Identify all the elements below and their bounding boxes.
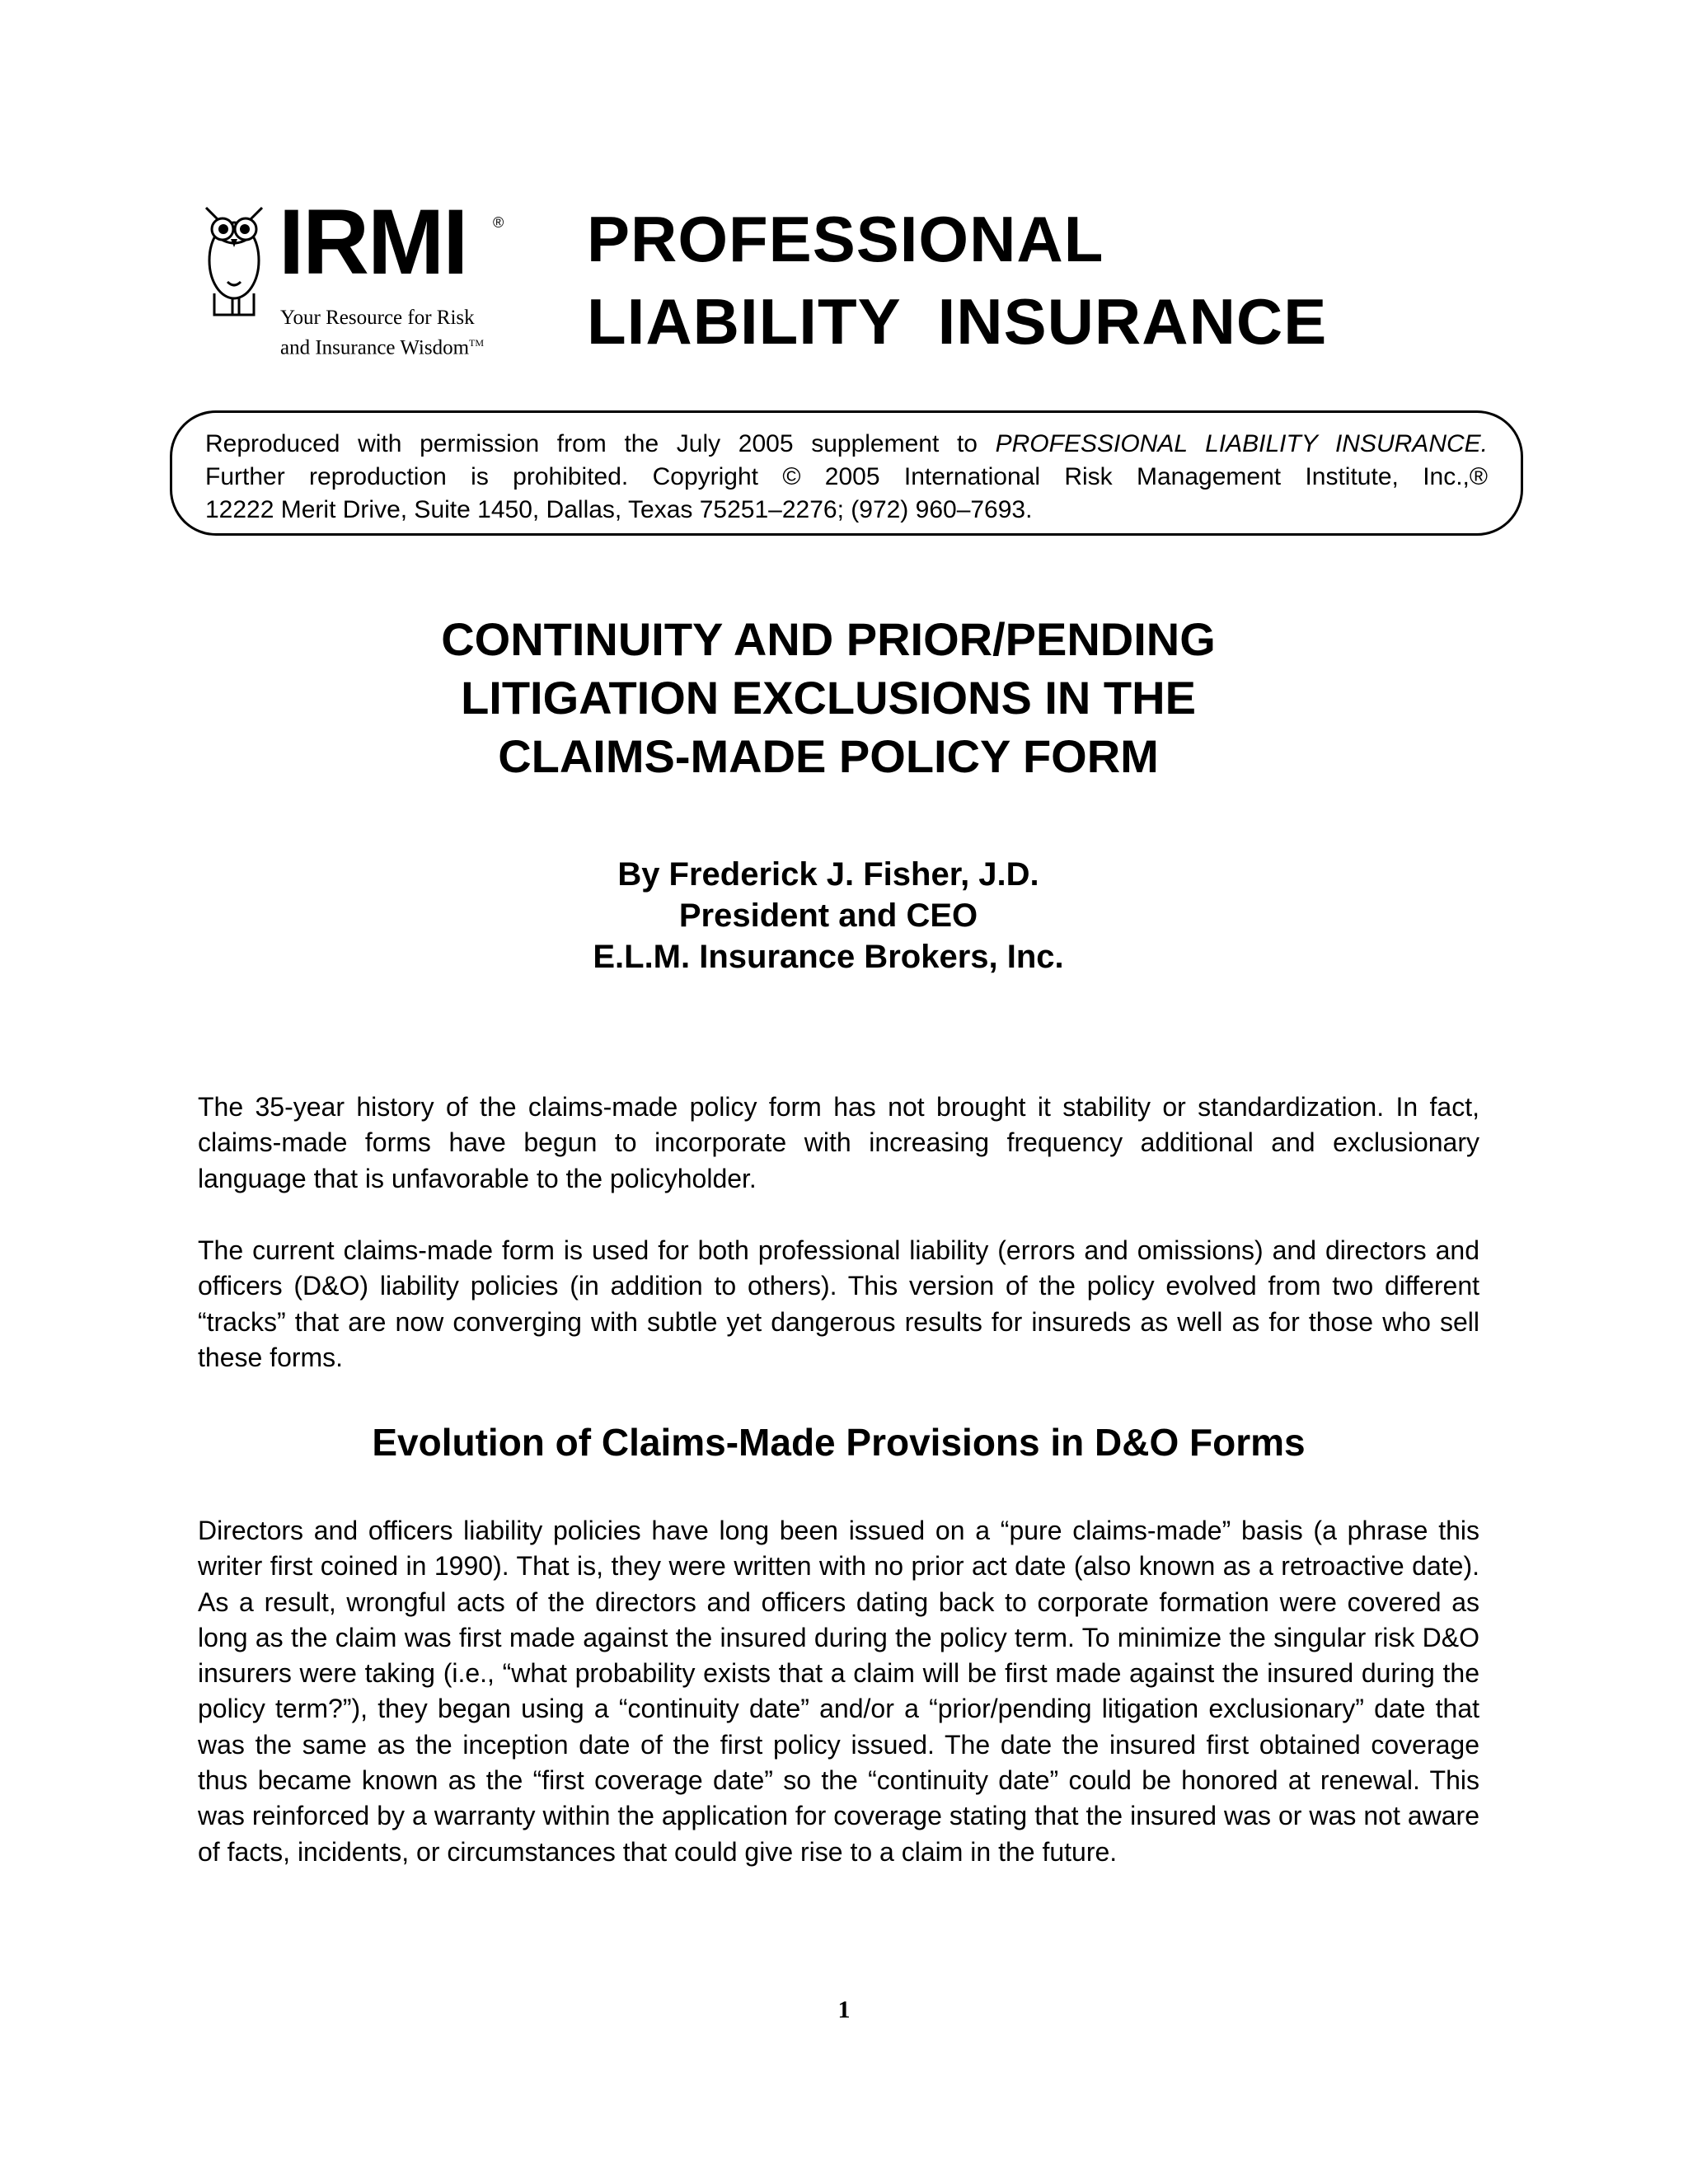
author-company: E.L.M. Insurance Brokers, Inc.	[593, 939, 1064, 975]
notice-line-2: Further reproduction is prohibited. Copyright © 2005 International Risk Management Institute, Inc.,®	[205, 463, 1488, 490]
author-byline	[330, 854, 1327, 977]
publication-title-line-2: LIABILITY INSURANCE	[587, 285, 1328, 358]
logo-tagline	[280, 305, 528, 360]
author-position: President and CEO	[678, 898, 978, 934]
article-title-line-2: LITIGATION EXCLUSIONS IN THE	[461, 672, 1196, 724]
registered-mark: ®	[493, 214, 504, 231]
author-name: By Frederick J. Fisher, J.D.	[617, 856, 1039, 893]
publication-title-line-1: PROFESSIONAL	[587, 203, 1104, 275]
trademark-mark: TM	[469, 337, 485, 349]
copyright-notice-box	[170, 410, 1523, 536]
tagline-line-2: and Insurance Wisdom™	[280, 336, 485, 359]
notice-line-3: 12222 Merit Drive, Suite 1450, Dallas, Texas 75251–2276; (972) 960–7693.	[205, 496, 1033, 523]
body-paragraph-1: The 35-year history of the claims-made policy form has not brought it stability or standardization. In fact, claims-made forms have begun to incorporate with increasing frequency additional and exclusionary language that is unfavorable to the policyholder.	[198, 1092, 1479, 1193]
logo-wordmark: IRMI	[279, 190, 467, 293]
owl-icon	[199, 203, 269, 318]
notice-line-1: Reproduced with permission from the July 2005 supplement to PROFESSIONAL LIABILITY INSURANCE.	[205, 430, 1488, 457]
body-paragraph-2: The current claims-made form is used for both professional liability (errors and omissions) and directors and officers (D&O) liability policies (in addition to others). This version of the policy evolved from two different “tracks” that are now converging with subtle yet dangerous results for insureds as well as for those who sell these forms.	[198, 1235, 1479, 1372]
article-title	[247, 610, 1409, 785]
article-title-line-3: CLAIMS-MADE POLICY FORM	[498, 730, 1159, 782]
tagline-line-1: Your Resource for Risk	[280, 307, 475, 329]
section-heading: Evolution of Claims-Made Provisions in D&O Forms	[372, 1421, 1306, 1464]
body-paragraph-3: Directors and officers liability policies have long been issued on a “pure claims-made” basis (a phrase this writer first coined in 1990). That is, they were written with no prior act date (also known as a retroactive date). As a result, wrongful acts of the directors and officers dating back to corporate formation were covered as long as the claim was first made against the insured during the policy term. To minimize the singular risk D&O insurers were taking (i.e., “what probability exists that a claim will be first made against the insured during the policy term?”), they began using a “continuity date” and/or a “prior/pending litigation exclusionary” date that was the same as the inception date of the first policy issued. The date the insured first obtained coverage thus became known as the “first coverage date” so the “continuity date” could be honored at renewal. This was reinforced by a warranty within the application for coverage stating that the insured was or was not aware of facts, incidents, or circumstances that could give rise to a claim in the future.	[198, 1516, 1479, 1867]
notice-publication-name: PROFESSIONAL LIABILITY INSURANCE.	[995, 430, 1488, 457]
irmi-logo	[199, 190, 513, 359]
page-number: 1	[837, 1996, 851, 2023]
publication-title	[587, 198, 1576, 363]
article-title-line-1: CONTINUITY AND PRIOR/PENDING	[441, 613, 1216, 665]
